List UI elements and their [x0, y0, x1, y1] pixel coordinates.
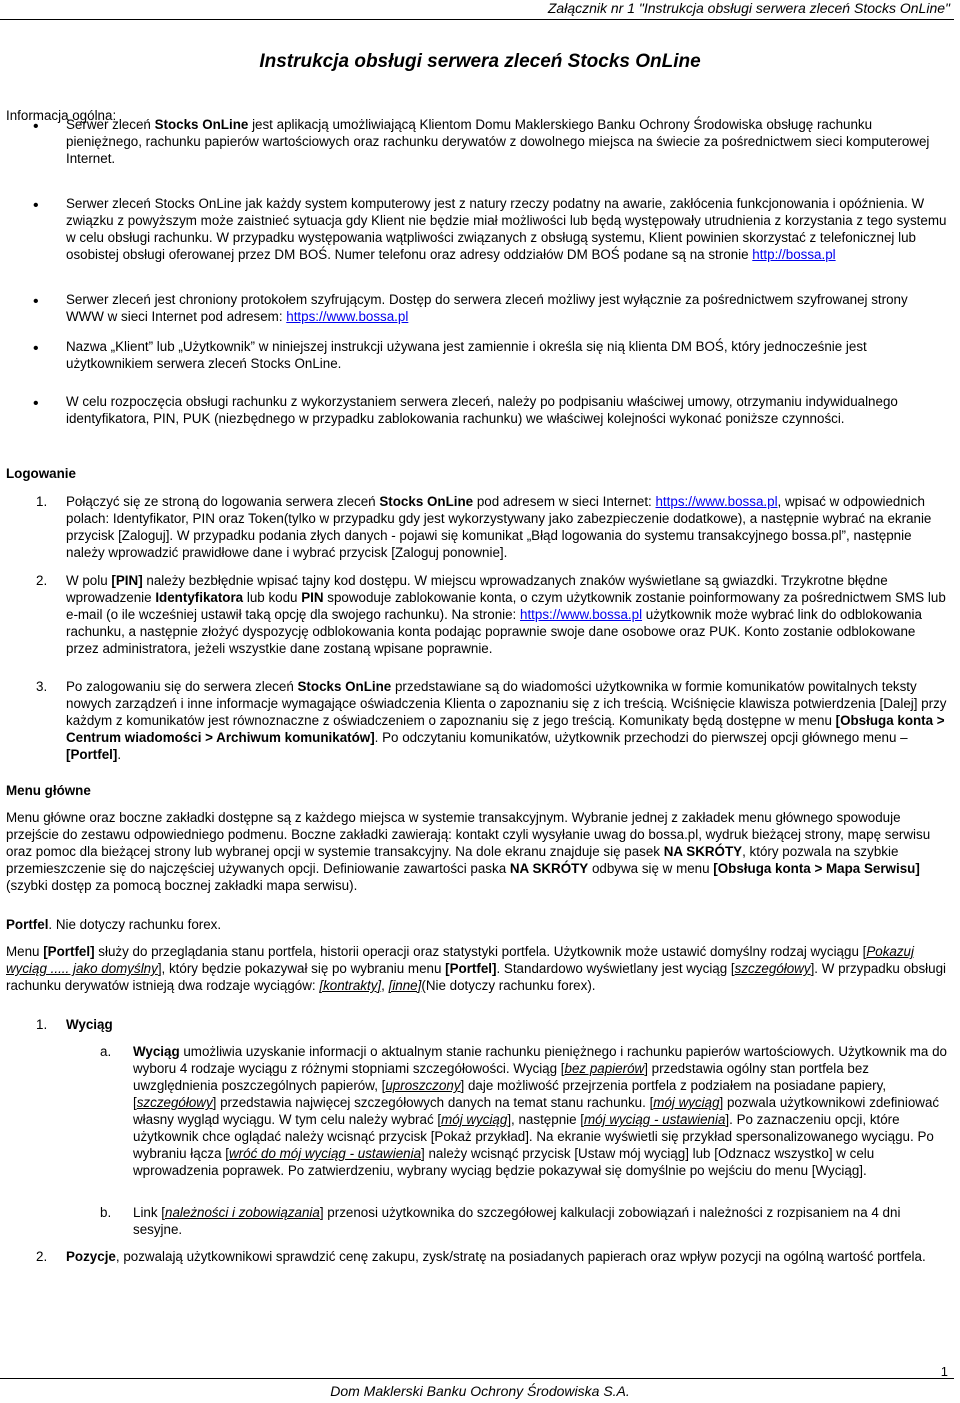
- general-heading: Informacja ogólna:: [6, 108, 117, 123]
- login-step-3: Po zalogowaniu się do serwera zleceń Stocks OnLine przedstawiane są do wiadomości użytkownika w formie komunikatów powitalnych teksty nowych zarządzeń i inne informacje wymagające oświadczenia Klienta o zapoznaniu się z ich treścią. Wciśnięcie klawisza potwierdzenia [Dalej] przy każdym z komunikatów jest równoznaczne z oświadczeniem o zapoznaniu się z jego treścią. Komunikaty będą dostępne w menu [Obsługa konta > Centrum wiadomości > Archiwum komunikatów]. Po odczytaniu komunikatów, użytkownik przechodzi do pierwszej opcji głównego menu – [Portfel].: [66, 679, 947, 762]
- header-rule: [0, 19, 954, 20]
- bullet-marker: •: [33, 118, 39, 135]
- list-letter: b.: [100, 1205, 112, 1220]
- login-heading: Logowanie: [6, 466, 76, 481]
- general-bullet-2: Serwer zleceń Stocks OnLine jak każdy system komputerowy jest z natury rzeczy podatny na awarie, zakłócenia funkcjonowania i opóźnienia. W związku z powyższym może zaistnieć sytuacja gdy Klient nie będzie miał możliwości lub będą występowały utrudnienia z korzystania z tego systemu w celu obsługi rachunku. W przypadku występowania wątpliwości związanych z obsługą systemu, Klient powinien skorzystać z telefonicznej lub osobistej obsługi oferowanej przez DM BOŚ. Numer telefonu oraz adresy oddziałów DM BOŚ podane są na stronie http://bossa.pl: [66, 196, 947, 262]
- list-number: 2.: [36, 1249, 48, 1264]
- login-step-2: W polu [PIN] należy bezbłędnie wpisać tajny kod dostępu. W miejscu wprowadzanych znaków wyświetlane są gwiazdki. Trzykrotne błędne wprowadzenie Identyfikatora lub kodu PIN spowoduje zablokowanie konta, o czym użytkownik zostanie poinformowany za pośrednictwem SMS lub e-mail (o ile wcześniej ustawił taką opcję dla swojego rachunku). Na stronie: https://www.bossa.pl użytkownik może wybrać link do odblokowania rachunku, a następnie złożyć dyspozycję odblokowania konta podając poprawnie swoje dane osobowe oraz PUK. Konto zostanie odblokowane przez administratora, jeżeli wszystkie dane zostaną wpisane poprawnie.: [66, 573, 946, 656]
- menu-paragraph-1: Menu główne oraz boczne zakładki dostępne są z każdego miejsca w systemie transakcyjnym. Wybranie jednej z zakładek menu głównego spowoduje przejście do zestawu odpowiedniego podmenu. Boczne zakładki zawierają: kontakt czyli wysyłanie uwag do bossa.pl, wydruk bieżącej strony, mapę serwisu oraz pomoc dla bieżącej strony lub wybranej opcji w systemie transakcyjny. Na dole ekranu znajduje się pasek NA SKRÓTY, który pozwala na szybkie przemieszczenie się do najczęściej używanych opcji. Definiowanie zawartości paska NA SKRÓTY odbywa się w menu [Obsługa konta > Mapa Serwisu] (szybki dostęp za pomocą bocznej zakładki mapa serwisu).: [6, 810, 931, 893]
- menu-paragraph-3: Menu [Portfel] służy do przeglądania stanu portfela, historii operacji oraz statystyki portfela. Użytkownik może ustawić domyślny rodzaj wyciągu [Pokazuj wyciąg ..... jako domyślny], który będzie pokazywał się po wybraniu menu [Portfel]. Standardowo wyświetlany jest wyciąg [szczegółowy]. W przypadku obsługi rachunku derywatów istnieją dwa rodzaje wyciągów: [kontrakty], [inne](Nie dotyczy rachunku forex).: [6, 944, 947, 993]
- bullet-marker: •: [33, 395, 39, 412]
- login-link[interactable]: https://www.bossa.pl: [655, 494, 778, 509]
- list-letter: a.: [100, 1044, 112, 1059]
- page-footer: Dom Maklerski Banku Ochrony Środowiska S.A.: [330, 1383, 630, 1399]
- general-bullet-4: Nazwa „Klient” lub „Użytkownik” w niniejszej instrukcji używana jest zamiennie i określa się nią klienta DM BOŚ, który jednocześnie jest użytkownikiem serwera zleceń Stocks OnLine.: [66, 339, 867, 371]
- bullet-marker: •: [33, 197, 39, 214]
- wyciag-heading: Wyciąg: [66, 1017, 113, 1032]
- wyciag-item-b: Link [należności i zobowiązania] przenosi użytkownika do szczegółowej kalkulacji zobowiązań i należności z rozpisaniem na 4 dni sesyjne.: [133, 1205, 901, 1237]
- menu-paragraph-portfel: Portfel. Nie dotyczy rachunku forex.: [6, 917, 222, 932]
- wyciag-item-a: Wyciąg umożliwia uzyskanie informacji o aktualnym stanie rachunku pieniężnego i rachunku papierów wartościowych. Użytkownik ma do wyboru 4 rodzaje wyciągu z różnymi stopniami szczegółowości. Wyciąg [bez papierów] przedstawia ogólny stan portfela bez uwzględnienia poszczególnych papierów, [uproszczony] daje możliwość przejrzenia portfela z podziałem na posiadane papiery, [szczegółowy] przedstawia najwięcej szczegółowych danych na temat stanu rachunku. [mój wyciąg] pozwala użytkownikowi zdefiniować własny wygląd wyciągu. W tym celu należy wybrać [mój wyciąg], następnie [mój wyciąg - ustawienia]. Po zaznaczeniu opcji, które użytkownik chce oglądać należy wcisnąć przycisk [Pokaż przykład]. Na ekranie wyświetli się przykład spersonalizowanego wyciągu. Po wybraniu łącza [wróć do mój wyciąg - ustawienia] należy wcisnąć przycisk [Ustaw mój wyciąg] lub [Odznacz wszystko] w celu wprowadzenia poprawek. Po zatwierdzeniu, wybrany wyciąg będzie pokazywał się domyślnie po wejściu do menu [Wyciąg].: [133, 1044, 947, 1178]
- bullet-marker: •: [33, 340, 39, 357]
- bullet-marker: •: [33, 293, 39, 310]
- general-bullet-1: Serwer zleceń Stocks OnLine jest aplikacją umożliwiającą Klientom Domu Maklerskiego Banku Ochrony Środowiska obsługę rachunku pieniężnego, rachunku papierów wartościowych oraz rachunku derywatów z dowolnego miejsca na świecie za pośrednictwem sieci komputerowej Internet.: [66, 117, 930, 166]
- page-number: 1: [940, 1364, 948, 1379]
- list-number: 3.: [36, 679, 48, 694]
- pozycje-item: Pozycje, pozwalają użytkownikowi sprawdzić cenę zakupu, zysk/stratę na posiadanych papierach oraz wpływ pozycji na ogólną wartość portfela.: [66, 1249, 926, 1264]
- unlock-link[interactable]: https://www.bossa.pl: [520, 607, 643, 622]
- list-number: 2.: [36, 573, 48, 588]
- document-title: Instrukcja obsługi serwera zleceń Stocks OnLine: [259, 51, 701, 72]
- login-step-1: Połączyć się ze stroną do logowania serwera zleceń Stocks OnLine pod adresem w sieci Internet: https://www.bossa.pl, wpisać w odpowiednich polach: Identyfikator, PIN oraz Token(tylko w przypadku gdy jest wykorzystywany jako zabezpieczenie dodatkowe), a następnie wybrać na ekranie przycisk [Zaloguj]. W przypadku podania złych danych - pojawi się komunikat „Błąd logowania do systemu transakcyjnego bossa.pl”, następnie należy wprowadzić prawidłowe dane i wybrać przycisk [Zaloguj ponownie].: [66, 494, 932, 560]
- menu-heading: Menu główne: [6, 783, 91, 798]
- bossa-link[interactable]: http://bossa.pl: [752, 247, 836, 262]
- page-header: Załącznik nr 1 "Instrukcja obsługi serwera zleceń Stocks OnLine": [547, 0, 950, 16]
- bossa-https-link[interactable]: https://www.bossa.pl: [286, 309, 409, 324]
- footer-rule: [0, 1378, 954, 1379]
- general-bullet-3: Serwer zleceń jest chroniony protokołem szyfrującym. Dostęp do serwera zleceń możliwy jest wyłącznie za pośrednictwem szyfrowanej strony WWW w sieci Internet pod adresem: https://www.bossa.pl: [66, 292, 908, 324]
- general-bullet-5: W celu rozpoczęcia obsługi rachunku z wykorzystaniem serwera zleceń, należy po podpisaniu właściwej umowy, otrzymaniu indywidualnego identyfikatora, PIN, PUK (niezbędnego w przypadku zablokowania rachunku) we właściwej kolejności wykonać poniższe czynności.: [66, 394, 898, 426]
- list-number: 1.: [36, 1017, 48, 1032]
- list-number: 1.: [36, 494, 48, 509]
